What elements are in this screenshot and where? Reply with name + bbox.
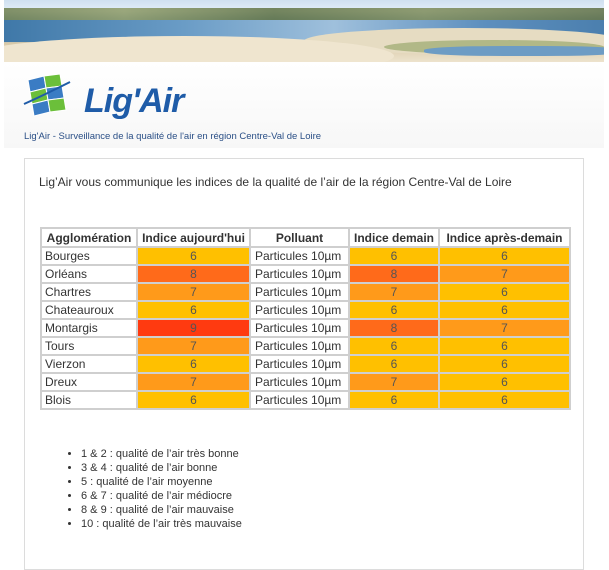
index-after-tomorrow-cell: 7 (439, 265, 570, 283)
index-today-cell: 9 (137, 319, 250, 337)
index-after-tomorrow-cell: 6 (439, 373, 570, 391)
pollutant-cell: Particules 10µm (250, 373, 349, 391)
table-header-row (41, 228, 570, 247)
pollutant-cell: Particules 10µm (250, 337, 349, 355)
index-today-cell: 7 (137, 283, 250, 301)
table-row (41, 265, 570, 283)
brand-tagline: Lig'Air - Surveillance de la qualité de l'air en région Centre-Val de Loire (24, 131, 322, 142)
brand-name: Lig'Air (84, 82, 184, 120)
table-row (41, 283, 570, 301)
index-after-tomorrow-cell: 6 (439, 391, 570, 409)
intro-text: Lig’Air vous communique les indices de la qualité de l’air de la région Centre-Val de Loire (39, 175, 512, 189)
city-cell: Bourges (41, 247, 137, 265)
city-cell: Orléans (41, 265, 137, 283)
legend-item: • 5 : qualité de l’air moyenne (81, 475, 242, 489)
index-today-cell: 8 (137, 265, 250, 283)
banner-photo (4, 0, 604, 62)
pollutant-cell: Particules 10µm (250, 283, 349, 301)
col-header-tomorrow: Indice demain (349, 228, 439, 247)
legend-item: • 1 & 2 : qualité de l’air très bonne (81, 447, 242, 461)
legend-item: • 3 & 4 : qualité de l’air bonne (81, 461, 242, 475)
index-tomorrow-cell: 7 (349, 283, 439, 301)
index-after-tomorrow-cell: 7 (439, 319, 570, 337)
index-tomorrow-cell: 6 (349, 391, 439, 409)
pollutant-cell: Particules 10µm (250, 319, 349, 337)
index-today-cell: 7 (137, 337, 250, 355)
city-cell: Montargis (41, 319, 137, 337)
pollutant-cell: Particules 10µm (250, 265, 349, 283)
city-cell: Chartres (41, 283, 137, 301)
tiled-map-logo-icon (22, 74, 82, 118)
index-tomorrow-cell: 6 (349, 337, 439, 355)
city-cell: Tours (41, 337, 137, 355)
index-after-tomorrow-cell: 6 (439, 247, 570, 265)
legend-item: • 10 : qualité de l’air très mauvaise (81, 517, 242, 531)
pollutant-cell: Particules 10µm (250, 391, 349, 409)
index-tomorrow-cell: 7 (349, 373, 439, 391)
pollutant-cell: Particules 10µm (250, 355, 349, 373)
index-today-cell: 6 (137, 301, 250, 319)
col-header-after-tomorrow: Indice après-demain (439, 228, 570, 247)
table-row (41, 391, 570, 409)
pollutant-cell: Particules 10µm (250, 301, 349, 319)
table-row (41, 355, 570, 373)
col-header-today: Indice aujourd'hui (137, 228, 250, 247)
index-after-tomorrow-cell: 6 (439, 337, 570, 355)
ligair-logo[interactable] (22, 74, 184, 126)
index-tomorrow-cell: 8 (349, 319, 439, 337)
air-quality-table (40, 227, 571, 410)
col-header-agglomeration: Agglomération (41, 228, 137, 247)
index-tomorrow-cell: 6 (349, 247, 439, 265)
index-today-cell: 6 (137, 355, 250, 373)
index-today-cell: 7 (137, 373, 250, 391)
legend-item: • 8 & 9 : qualité de l’air mauvaise (81, 503, 242, 517)
pollutant-cell: Particules 10µm (250, 247, 349, 265)
city-cell: Chateauroux (41, 301, 137, 319)
index-today-cell: 6 (137, 247, 250, 265)
table-row (41, 247, 570, 265)
site-header (4, 62, 604, 148)
city-cell: Vierzon (41, 355, 137, 373)
col-header-pollutant: Polluant (250, 228, 349, 247)
table-row (41, 373, 570, 391)
index-legend (67, 447, 242, 531)
table-row (41, 319, 570, 337)
index-after-tomorrow-cell: 6 (439, 355, 570, 373)
table-row (41, 337, 570, 355)
index-after-tomorrow-cell: 6 (439, 283, 570, 301)
index-tomorrow-cell: 6 (349, 355, 439, 373)
index-after-tomorrow-cell: 6 (439, 301, 570, 319)
index-tomorrow-cell: 8 (349, 265, 439, 283)
city-cell: Blois (41, 391, 137, 409)
table-row (41, 301, 570, 319)
index-today-cell: 6 (137, 391, 250, 409)
index-tomorrow-cell: 6 (349, 301, 439, 319)
legend-item: • 6 & 7 : qualité de l’air médiocre (81, 489, 242, 503)
city-cell: Dreux (41, 373, 137, 391)
content-panel (24, 158, 584, 570)
